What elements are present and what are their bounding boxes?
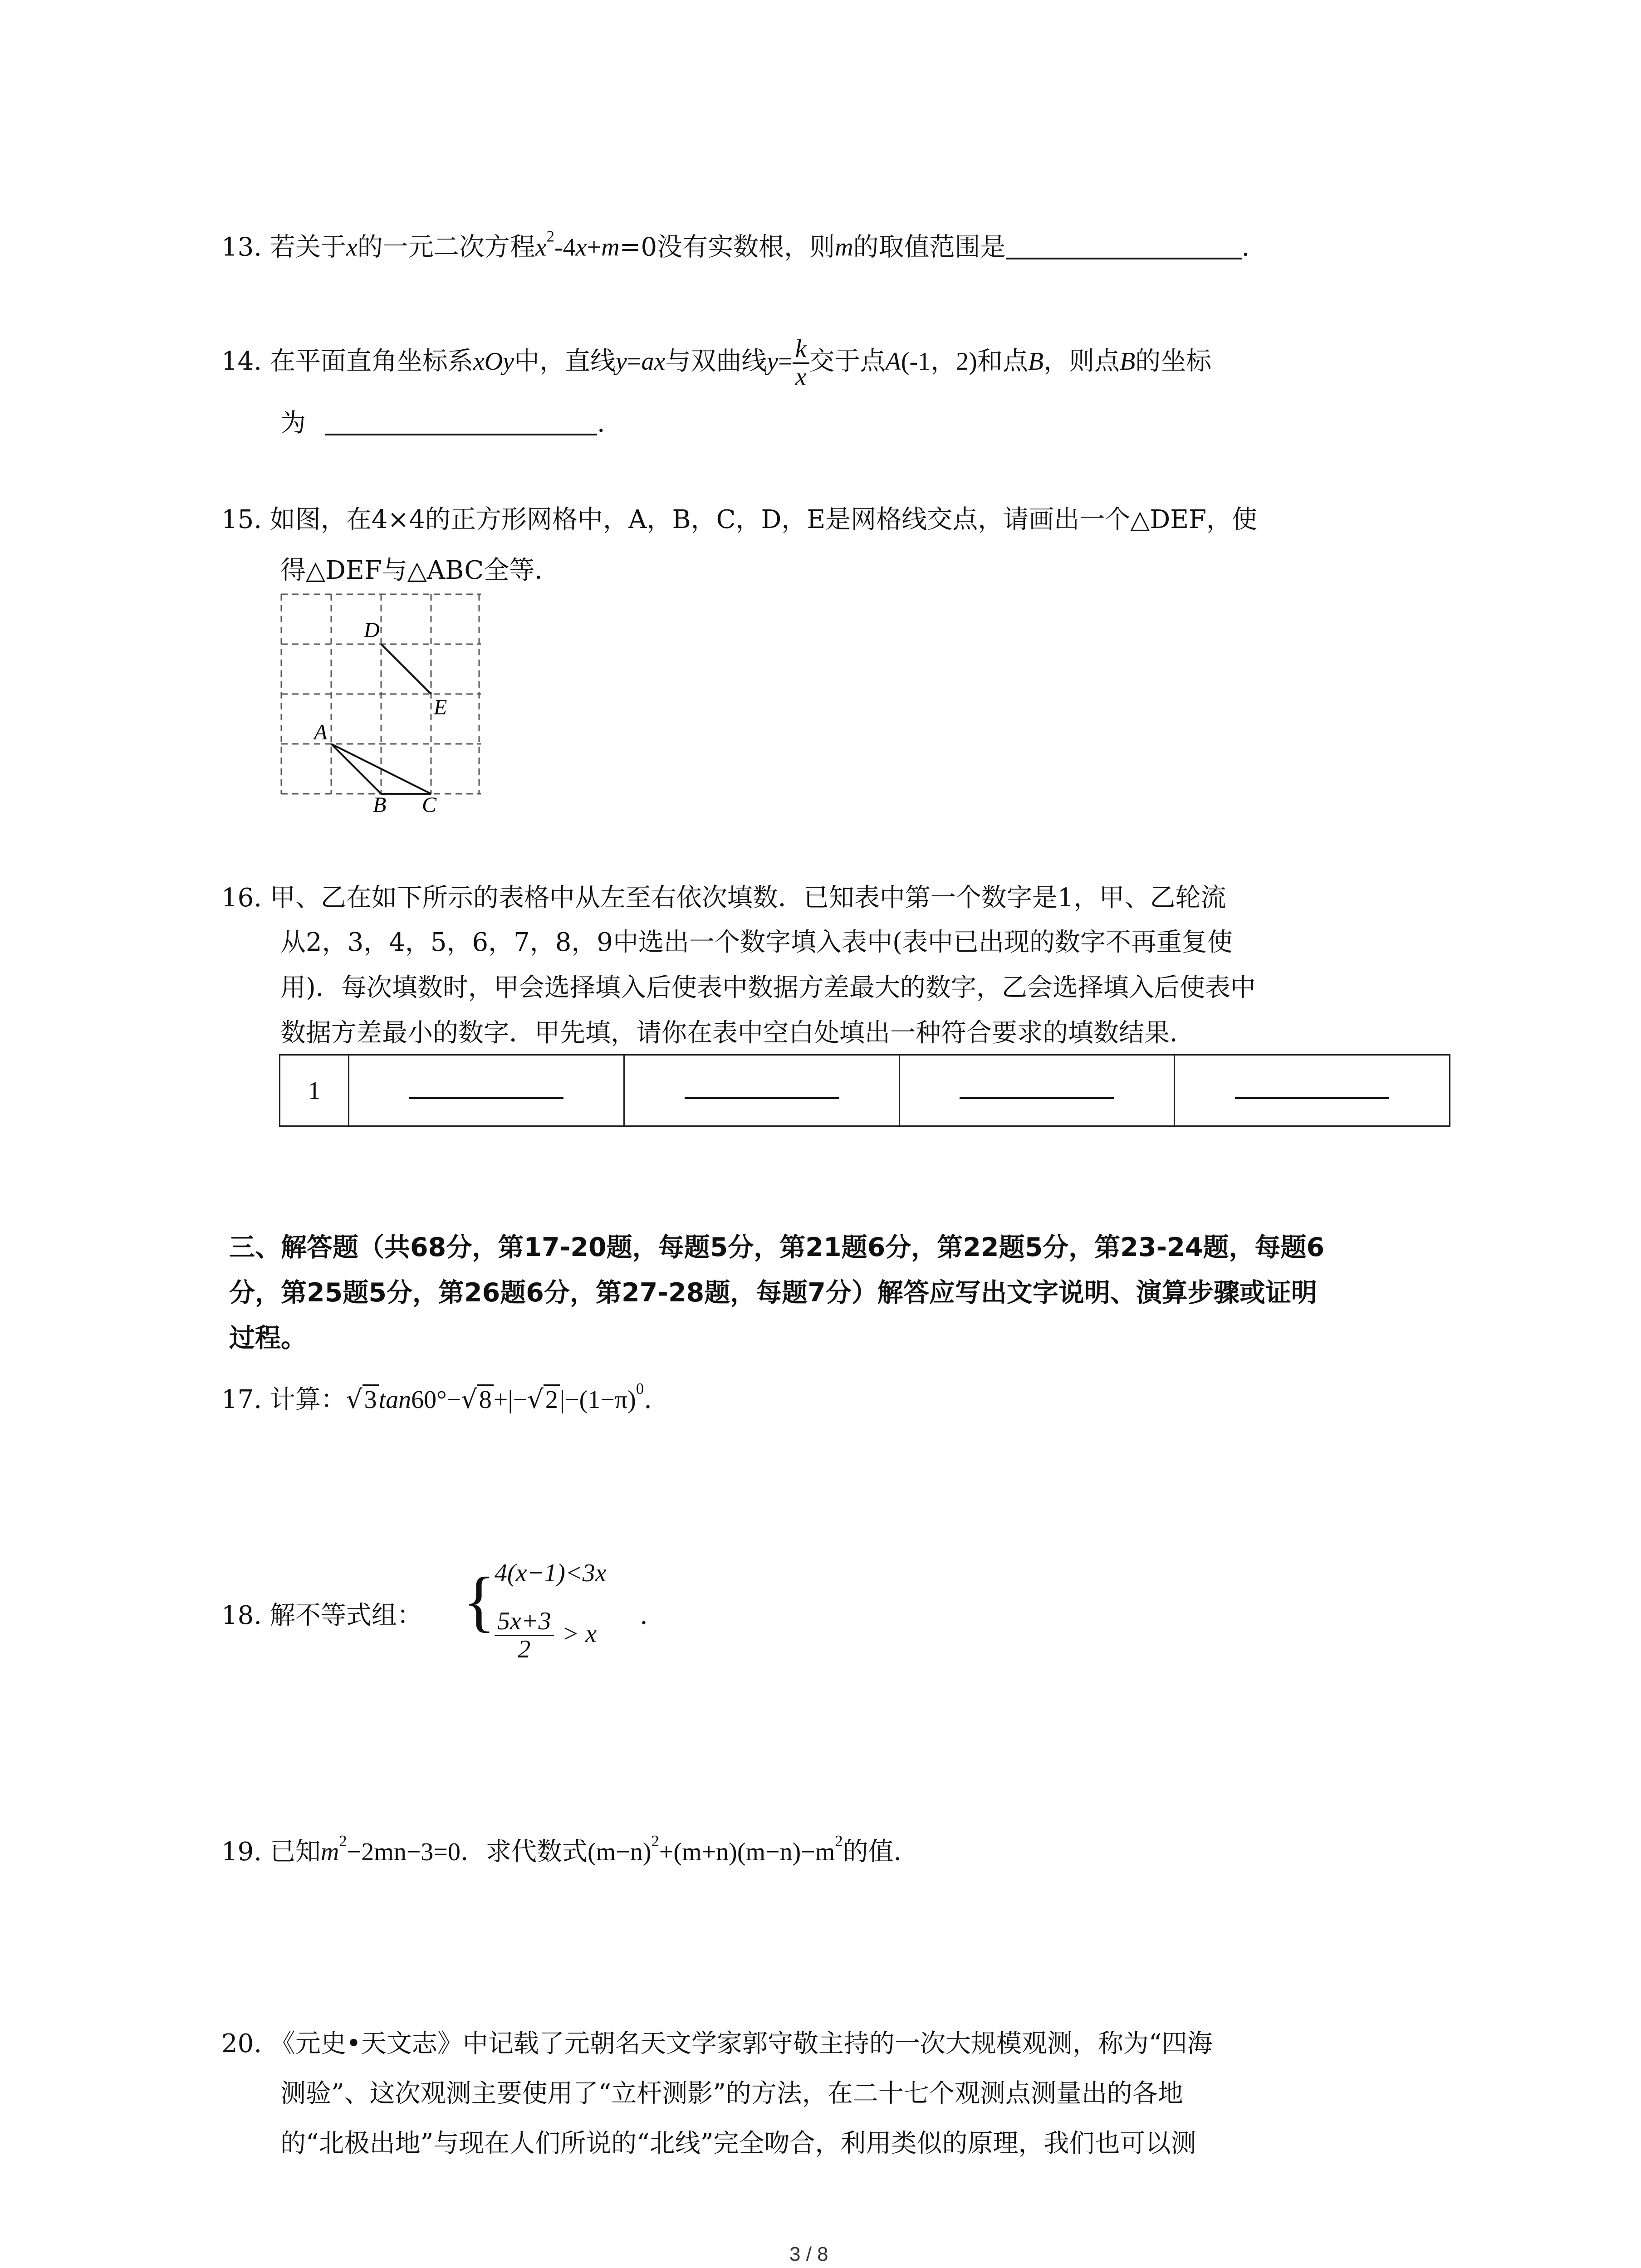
inequality-2: $\frac{5x+3}{2}$ > x bbox=[495, 1608, 597, 1663]
label-D: D bbox=[364, 618, 380, 642]
fraction-k-over-x: $\frac{k}{x}$ bbox=[793, 336, 809, 391]
question-number: 20. bbox=[221, 2029, 262, 2058]
label-E: E bbox=[434, 695, 447, 719]
table-cell-first: 1 bbox=[280, 1055, 349, 1126]
answer-blank[interactable] bbox=[325, 408, 597, 435]
question-number: 16. bbox=[221, 883, 262, 913]
section-heading-line3: 过程。 bbox=[229, 1323, 307, 1353]
segment-AB bbox=[331, 744, 381, 794]
question-number: 15. bbox=[221, 505, 262, 534]
section-heading: 三、解答题（共68分，第17-20题，每题5分，第21题6分，第22题5分，第23-24题，每题6 bbox=[229, 1232, 1325, 1262]
question-19: 19. 已知$m^2-2mn-3=0$．求代数式$(m-n)^2+(m+n)(m-n)-m^2$的值． bbox=[221, 1832, 919, 1867]
question-number: 13. bbox=[221, 232, 262, 262]
fill-in-table bbox=[279, 1054, 1450, 1127]
inequality-brace: { bbox=[463, 1564, 495, 1639]
sqrt-3: √3 bbox=[346, 1387, 379, 1413]
label-A: A bbox=[314, 720, 328, 744]
question-15-line2: 得△DEF与△ABC全等． bbox=[280, 556, 560, 585]
question-20-line2: 测验”、这次观测主要使用了“立杆测影”的方法，在二十七个观测点测量出的各地 bbox=[280, 2079, 1183, 2108]
question-number: 19. bbox=[221, 1837, 262, 1867]
question-16-line4: 数据方差最小的数字．甲先填，请你在表中空白处填出一种符合要求的填数结果． bbox=[280, 1018, 1195, 1048]
table-cell-blank[interactable] bbox=[349, 1055, 624, 1126]
question-16-line3: 用)．每次填数时，甲会选择填入后使表中数据方差最大的数字，乙会选择填入后使表中 bbox=[280, 973, 1256, 1002]
segment-DE bbox=[381, 644, 431, 694]
question-14-line2: 为 . bbox=[280, 408, 605, 438]
inequality-end: . bbox=[640, 1601, 648, 1630]
inequality-1: 4(x−1)<3x bbox=[495, 1559, 607, 1587]
table-cell-blank[interactable] bbox=[1175, 1055, 1450, 1126]
question-15: 15. 如图，在4×4的正方形网格中，A，B，C，D，E是网格线交点，请画出一个△DEF，使 bbox=[221, 505, 1257, 534]
question-17: 17. 计算：$√3\tan 60^\circ-√8+|-√2|-(1-\pi)^0$. bbox=[221, 1379, 652, 1414]
table-cell-blank[interactable] bbox=[899, 1055, 1175, 1126]
page-number: 3 / 8 bbox=[789, 2243, 828, 2265]
question-number: 14. bbox=[221, 346, 262, 376]
sqrt-2: √2 bbox=[527, 1387, 560, 1413]
label-B: B bbox=[373, 793, 387, 812]
question-number: 18. bbox=[221, 1601, 262, 1630]
question-20: 20. 《元史•天文志》中记载了元朝名天文学家郭守敬主持的一次大规模观测，称为“四海 bbox=[221, 2029, 1213, 2058]
sqrt-8: √8 bbox=[461, 1387, 494, 1413]
label-C: C bbox=[422, 793, 437, 812]
question-14: 14. 在平面直角坐标系xOy中，直线y=ax与双曲线y= $\frac{k}{x}$ 交于点A(-1，2)和点B，则点B的坐标 bbox=[221, 335, 1212, 391]
question-18: 18. 解不等式组： bbox=[221, 1601, 422, 1630]
question-16: 16. 甲、乙在如下所示的表格中从左至右依次填数．已知表中第一个数字是1，甲、乙轮流 bbox=[221, 883, 1226, 913]
fraction-5x3-over-2: $\frac{5x+3}{2}$ bbox=[495, 1608, 554, 1663]
question-20-line3: 的“北极出地”与现在人们所说的“北线”完全吻合，利用类似的原理，我们也可以测 bbox=[280, 2129, 1196, 2158]
grid-figure bbox=[272, 585, 481, 812]
answer-blank[interactable] bbox=[1006, 232, 1242, 259]
grid-lines bbox=[281, 594, 481, 794]
table-cell-blank[interactable] bbox=[624, 1055, 899, 1126]
section-heading-line2: 分，第25题5分，第26题6分，第27-28题，每题7分）解答应写出文字说明、演算步骤或证明 bbox=[229, 1278, 1317, 1308]
question-16-line2: 从2，3，4，5，6，7，8，9中选出一个数字填入表中(表中已出现的数字不再重复使 bbox=[280, 928, 1233, 957]
question-number: 17. bbox=[221, 1385, 262, 1414]
question-13: 13. 若关于x的一元二次方程$x^2-4x+m=0$没有实数根，则m的取值范围是 . bbox=[221, 227, 1250, 262]
